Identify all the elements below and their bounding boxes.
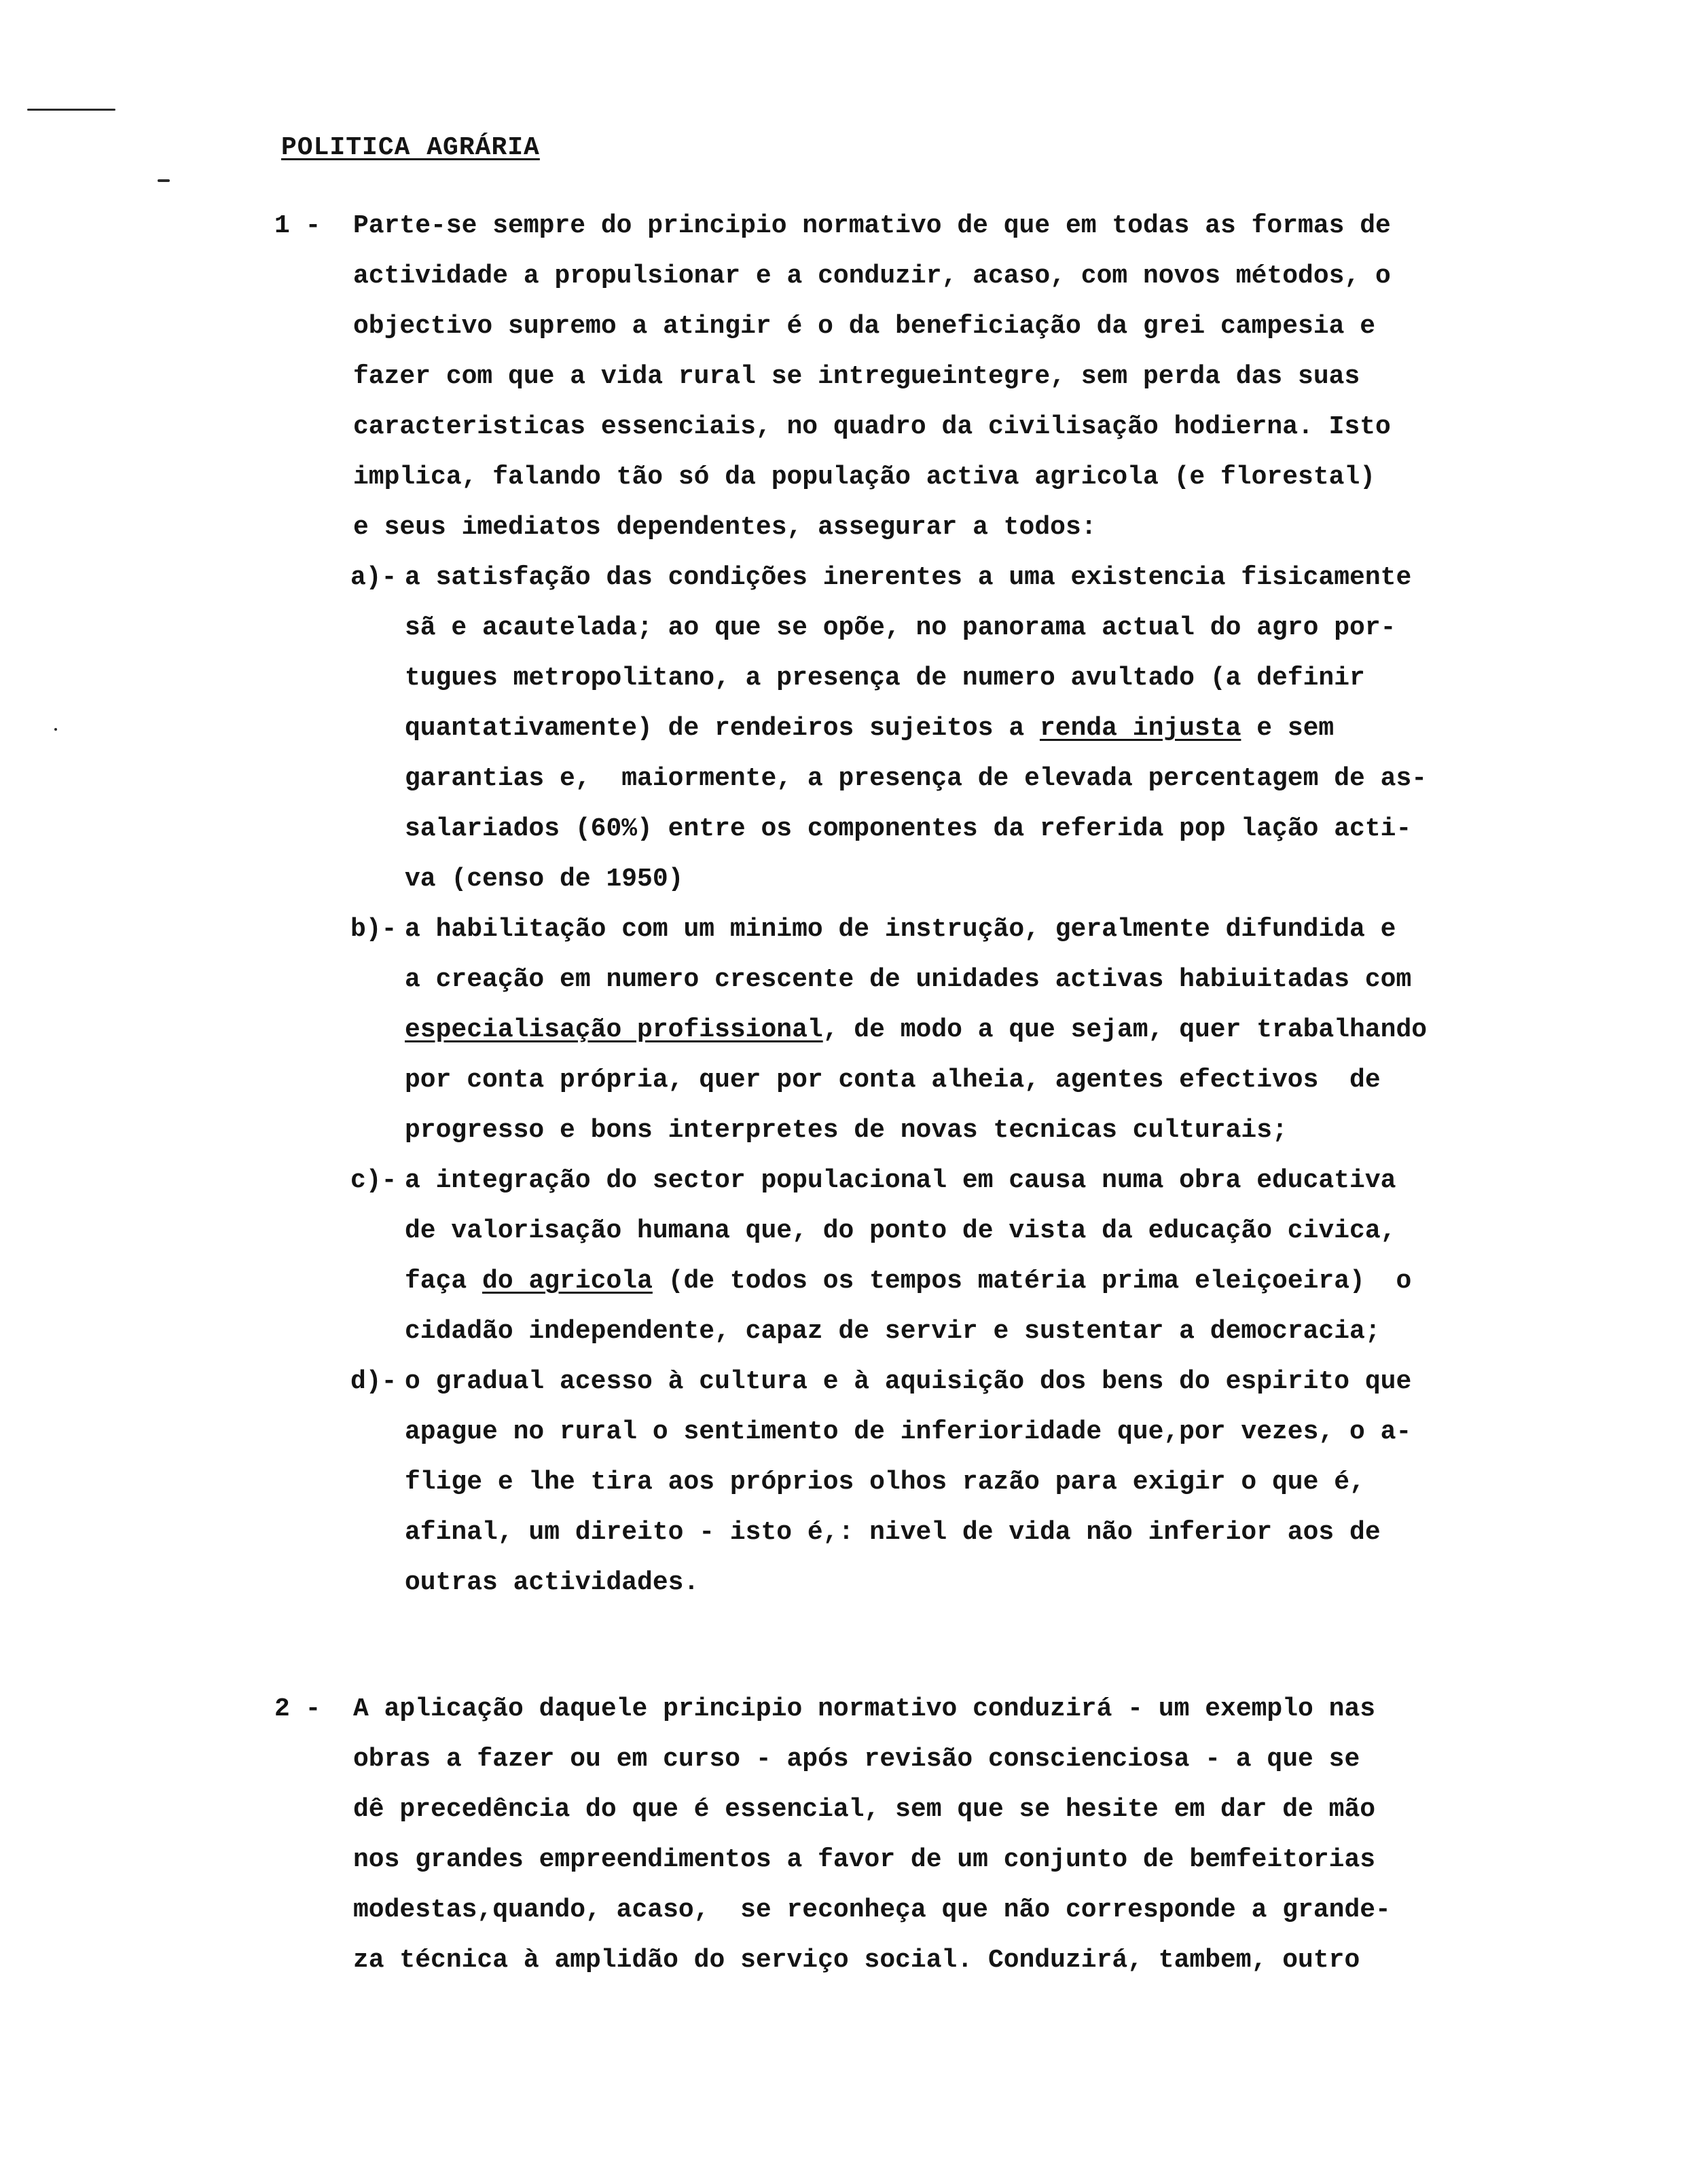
text-segment: caracteristicas essenciais, no quadro da civilisação hodierna. Isto: [353, 412, 1391, 441]
list-item-label: a)-: [350, 563, 397, 592]
underlined-phrase: do agricola: [482, 1267, 653, 1296]
list-item-label: c)-: [350, 1166, 397, 1195]
text-line: [405, 854, 1706, 905]
text-segment: apague no rural o sentimento de inferioridade que,por vezes, o a-: [405, 1417, 1412, 1446]
text-line: [0, 302, 1706, 352]
text-segment: va (censo de 1950): [405, 864, 684, 894]
list-item-body: [0, 553, 1706, 905]
list-item: [0, 1156, 1706, 1357]
text-segment: implica, falando tão só da população activa agricola (e florestal): [353, 462, 1376, 492]
text-segment: a satisfação das condições inerentes a uma existencia fisicamente: [405, 563, 1412, 592]
text-segment: Parte-se sempre do principio normativo de que em todas as formas de: [353, 211, 1391, 240]
underlined-phrase: renda injusta: [1039, 714, 1241, 743]
text-segment: modestas,quando, acaso, se reconheça que não corresponde a grande-: [353, 1895, 1391, 1925]
text-segment: , de modo a que sejam, quer trabalhando: [822, 1015, 1428, 1044]
text-segment: tugues metropolitano, a presença de numero avultado (a definir: [405, 663, 1365, 693]
list-item-body: [0, 1357, 1706, 1608]
text-segment: a habilitação com um minimo de instrução, geralmente difundida e: [405, 915, 1396, 944]
text-segment: fazer com que a vida rural se intregueintegre, sem perda das suas: [353, 362, 1360, 391]
text-line: [0, 1935, 1706, 1986]
text-line: [0, 452, 1706, 503]
section-number: 1 -: [274, 211, 321, 240]
text-segment: por conta própria, quer por conta alheia, agentes efectivos de: [405, 1066, 1381, 1095]
text-line: [0, 251, 1706, 302]
section-2: [0, 1684, 1706, 1986]
text-segment: o gradual acesso à cultura e à aquisição dos bens do espirito que: [405, 1367, 1412, 1396]
text-segment: afinal, um direito - isto é,: nivel de vida não inferior aos de: [405, 1518, 1381, 1547]
text-segment: garantias e, maiormente, a presença de elevada percentagem de as-: [405, 764, 1428, 793]
list-item: [0, 905, 1706, 1156]
text-line: [405, 1156, 1706, 1206]
text-line: [405, 1206, 1706, 1256]
text-line: [405, 1407, 1706, 1457]
scan-artifact-mark: [158, 179, 170, 182]
text-line: [405, 1307, 1706, 1357]
text-line: [405, 1357, 1706, 1407]
list-item-label: b)-: [350, 915, 397, 944]
underlined-phrase: especialisação profissional: [405, 1015, 823, 1044]
section-number: 2 -: [274, 1694, 321, 1724]
section-2-paragraph: [0, 1684, 1706, 1986]
text-line: [405, 1005, 1706, 1055]
list-item: [0, 553, 1706, 905]
list-item-body: [0, 905, 1706, 1156]
text-line: [0, 352, 1706, 402]
text-segment: (de todos os tempos matéria prima eleiçoeira) o: [652, 1267, 1412, 1296]
text-line: [0, 1835, 1706, 1885]
text-segment: objectivo supremo a atingir é o da beneficiação da grei campesia e: [353, 312, 1376, 341]
text-segment: A aplicação daquele principio normativo conduzirá - um exemplo nas: [353, 1694, 1376, 1724]
text-segment: e seus imediatos dependentes, assegurar a todos:: [353, 513, 1097, 542]
scan-artifact-mark: [27, 109, 115, 111]
list-item: [0, 1357, 1706, 1608]
text-segment: flige e lhe tira aos próprios olhos razão para exigir o que é,: [405, 1468, 1365, 1497]
text-segment: a integração do sector populacional em causa numa obra educativa: [405, 1166, 1396, 1195]
text-line: [405, 804, 1706, 854]
text-line: [0, 402, 1706, 452]
text-line: [0, 1734, 1706, 1785]
text-segment: obras a fazer ou em curso - após revisão conscienciosa - a que se: [353, 1745, 1360, 1774]
text-segment: cidadão independente, capaz de servir e sustentar a democracia;: [405, 1317, 1381, 1346]
section-1-paragraph: [0, 201, 1706, 553]
text-line: [405, 704, 1706, 754]
text-segment: sã e acautelada; ao que se opõe, no panorama actual do agro por-: [405, 613, 1396, 642]
text-segment: e sem: [1241, 714, 1335, 743]
document-heading: POLITICA AGRÁRIA: [281, 133, 540, 162]
text-segment: de valorisação humana que, do ponto de vista da educação civica,: [405, 1216, 1396, 1245]
text-line: [405, 1106, 1706, 1156]
text-line: [405, 1508, 1706, 1558]
text-segment: za técnica à amplidão do serviço social. Conduzirá, tambem, outro: [353, 1946, 1360, 1975]
text-line: [0, 1684, 1706, 1734]
text-segment: dê precedência do que é essencial, sem que se hesite em dar de mão: [353, 1795, 1376, 1824]
text-segment: quantativamente) de rendeiros sujeitos a: [405, 714, 1040, 743]
text-line: [0, 1785, 1706, 1835]
text-segment: actividade a propulsionar e a conduzir, acaso, com novos métodos, o: [353, 261, 1391, 291]
section-1: [0, 201, 1706, 1608]
text-line: [405, 1558, 1706, 1608]
text-segment: progresso e bons interpretes de novas tecnicas culturais;: [405, 1116, 1288, 1145]
text-segment: nos grandes empreendimentos a favor de um conjunto de bemfeitorias: [353, 1845, 1376, 1874]
text-line: [0, 503, 1706, 553]
text-line: [405, 905, 1706, 955]
list-item-label: d)-: [350, 1367, 397, 1396]
list-item-body: [0, 1156, 1706, 1357]
text-line: [405, 1256, 1706, 1307]
text-line: [405, 603, 1706, 653]
text-segment: outras actividades.: [405, 1568, 700, 1597]
text-line: [405, 1457, 1706, 1508]
text-line: [405, 955, 1706, 1005]
text-segment: faça: [405, 1267, 483, 1296]
text-segment: a creação em numero crescente de unidades activas habiuitadas com: [405, 965, 1412, 994]
text-line: [405, 1055, 1706, 1106]
text-line: [405, 553, 1706, 603]
text-line: [405, 754, 1706, 804]
text-segment: salariados (60%) entre os componentes da referida pop lação acti-: [405, 814, 1412, 843]
text-line: [405, 653, 1706, 704]
text-line: [0, 1885, 1706, 1935]
text-line: [0, 201, 1706, 251]
section-1-items: [0, 553, 1706, 1608]
